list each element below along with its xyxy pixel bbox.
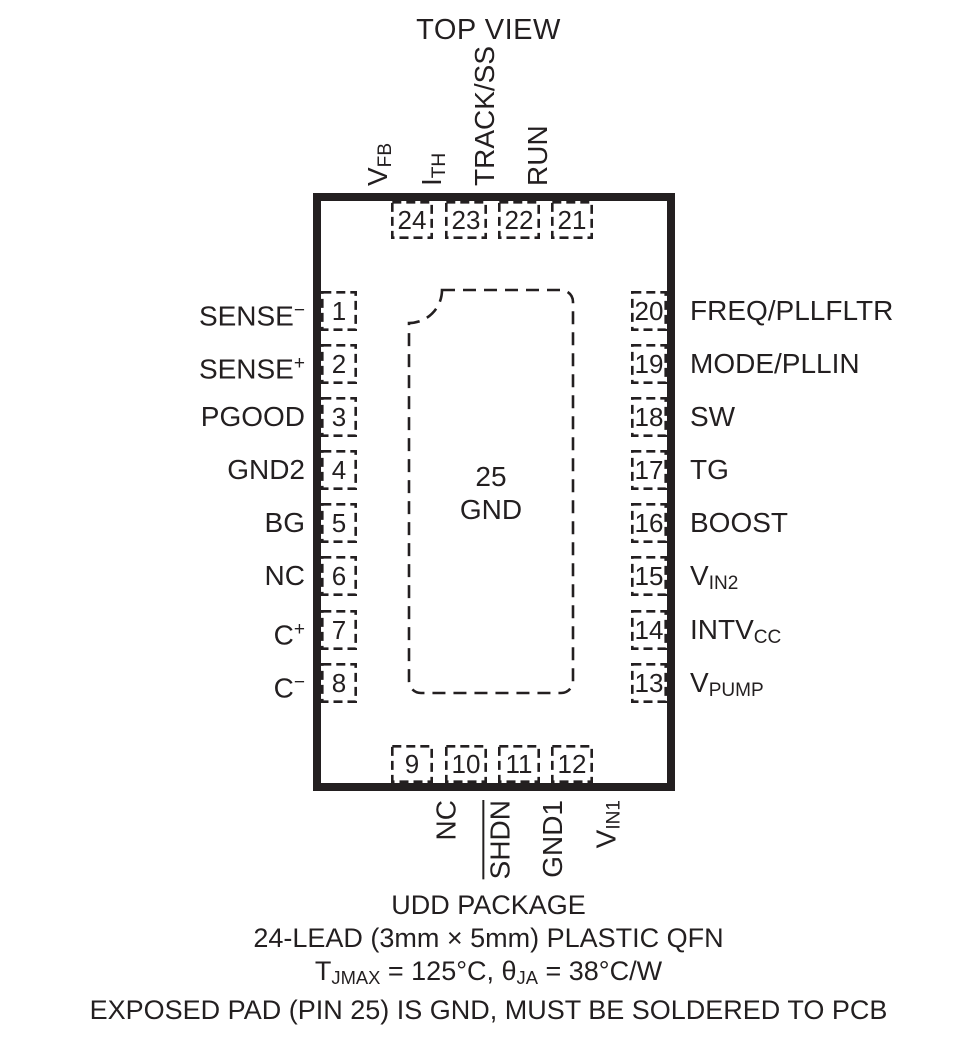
label-segment: FB (375, 142, 397, 168)
label-segment: = 38°C/W (537, 956, 663, 986)
pin-number-20: 20 (634, 295, 664, 326)
label-segment: INTV (690, 614, 754, 645)
pin-box-8 (321, 663, 357, 703)
pin-number-7: 7 (331, 614, 347, 645)
label-segment: − (293, 300, 305, 321)
label-segment: IN2 (708, 573, 739, 595)
note-line (0, 922, 977, 955)
pin-label-11 (536, 800, 570, 878)
pin-box-5 (321, 503, 357, 543)
pin-box-15 (631, 556, 667, 596)
pin-label-1 (199, 291, 305, 331)
note-line (0, 889, 977, 922)
top-view-title: TOP VIEW (416, 14, 561, 46)
label-segment: SENSE (198, 353, 294, 385)
label-segment: = 125°C, θ (380, 956, 517, 986)
label-segment: V (690, 667, 709, 698)
label-segment: NC (264, 560, 305, 591)
pin-number-11: 11 (505, 748, 533, 779)
pin-box-17 (631, 450, 667, 490)
pin-label-14 (690, 610, 781, 650)
pin-box-3 (321, 397, 357, 437)
exposed-pad-label (402, 460, 580, 526)
pin-label-8 (274, 663, 305, 703)
pin-number-24: 24 (397, 204, 427, 235)
pin-label-15 (690, 556, 738, 596)
pin-number-23: 23 (451, 204, 481, 235)
pin-number-12: 12 (557, 748, 587, 779)
label-segment: BG (264, 507, 305, 538)
label-segment: EXPOSED PAD (PIN 25) IS GND, MUST BE SOLDERED TO PCB (89, 995, 888, 1026)
label-segment: TG (690, 454, 729, 485)
label-segment: IN1 (603, 800, 625, 830)
pin-box-2 (321, 344, 357, 384)
pin-label-6 (265, 556, 305, 596)
label-segment: GND1 (537, 800, 568, 878)
label-segment: 24-LEAD (3mm × 5mm) PLASTIC QFN (253, 923, 724, 953)
pin-number-1: 1 (331, 295, 347, 326)
pin-box-20 (631, 291, 667, 331)
pin-label-5 (265, 503, 305, 543)
label-segment: BOOST (690, 507, 789, 538)
label-segment: V (362, 167, 393, 186)
label-segment: SENSE (198, 300, 294, 332)
pin-label-3 (201, 397, 305, 437)
label-segment: V (590, 829, 621, 849)
pin-label-16 (690, 503, 788, 543)
label-segment: RUN (522, 125, 553, 186)
pin-label-13 (690, 663, 764, 703)
exposed-pad-name: GND (459, 494, 523, 525)
pin-box-7 (321, 610, 357, 650)
pin-label-10 (483, 800, 517, 879)
pin-number-6: 6 (331, 560, 347, 591)
label-segment: TRACK/SS (469, 45, 500, 186)
pin-number-8: 8 (331, 667, 347, 698)
pin-number-9: 9 (404, 748, 420, 779)
pin-box-22 (498, 201, 540, 239)
label-segment: PGOOD (200, 401, 305, 432)
label-segment: MODE/PLLIN (690, 348, 860, 379)
pin-number-15: 15 (634, 560, 664, 591)
package-notes (0, 889, 977, 1027)
pin-box-6 (321, 556, 357, 596)
pin-label-2 (199, 344, 305, 384)
label-segment: GND2 (227, 454, 305, 485)
label-segment: + (293, 619, 305, 640)
label-segment: UDD PACKAGE (391, 890, 586, 920)
pin-box-13 (631, 663, 667, 703)
label-segment: JA (516, 967, 538, 989)
label-segment: FREQ/PLLFLTR (690, 295, 894, 326)
label-segment: SHDN (484, 800, 515, 880)
pin-label-19 (690, 344, 860, 384)
pin-label-7 (274, 610, 305, 650)
pin-label-21 (521, 125, 555, 186)
pin-label-20 (690, 291, 893, 331)
pin-label-9 (429, 800, 463, 840)
label-segment: V (690, 560, 709, 591)
pin-label-12 (589, 800, 623, 848)
pin-box-23 (445, 201, 487, 239)
pin-label-22 (468, 46, 502, 186)
pin-number-21: 21 (557, 204, 587, 235)
label-segment: SW (690, 401, 736, 432)
pin-box-10 (445, 745, 487, 783)
pin-number-10: 10 (451, 748, 481, 779)
label-segment: TH (429, 152, 451, 179)
label-segment: C (273, 619, 294, 651)
pin-box-18 (631, 397, 667, 437)
pin-label-23 (415, 153, 449, 186)
pin-box-9 (391, 745, 433, 783)
pin-box-12 (551, 745, 593, 783)
note-line (0, 955, 977, 994)
label-segment: − (293, 672, 305, 693)
pin-box-21 (551, 201, 593, 239)
pin-box-11 (498, 745, 540, 783)
pin-number-3: 3 (331, 401, 347, 432)
pin-label-18 (690, 397, 735, 437)
pin-number-16: 16 (634, 507, 664, 538)
label-segment: NC (430, 800, 461, 841)
note-line (0, 994, 977, 1027)
label-segment: I (416, 178, 447, 186)
pin-label-4 (227, 450, 305, 490)
pin-label-24 (361, 143, 395, 186)
label-segment: PUMP (708, 680, 764, 702)
label-segment: CC (753, 627, 782, 649)
exposed-pad-number: 25 (475, 461, 507, 492)
pin-number-4: 4 (331, 454, 347, 485)
label-segment: + (293, 353, 305, 374)
pin-box-24 (391, 201, 433, 239)
label-segment: C (273, 672, 294, 704)
label-segment: JMAX (331, 967, 381, 989)
pin-label-17 (690, 450, 729, 490)
pin-number-13: 13 (634, 667, 664, 698)
pin-number-17: 17 (634, 454, 664, 485)
pin-number-18: 18 (634, 401, 664, 432)
pin-box-1 (321, 291, 357, 331)
pin-number-14: 14 (634, 614, 664, 645)
pin-number-19: 19 (634, 348, 664, 379)
pin-box-14 (631, 610, 667, 650)
pin-box-19 (631, 344, 667, 384)
pin-box-16 (631, 503, 667, 543)
pin-number-5: 5 (331, 507, 347, 538)
pin-number-2: 2 (331, 348, 347, 379)
label-segment: T (314, 956, 332, 986)
pin-number-22: 22 (504, 204, 534, 235)
pin-box-4 (321, 450, 357, 490)
